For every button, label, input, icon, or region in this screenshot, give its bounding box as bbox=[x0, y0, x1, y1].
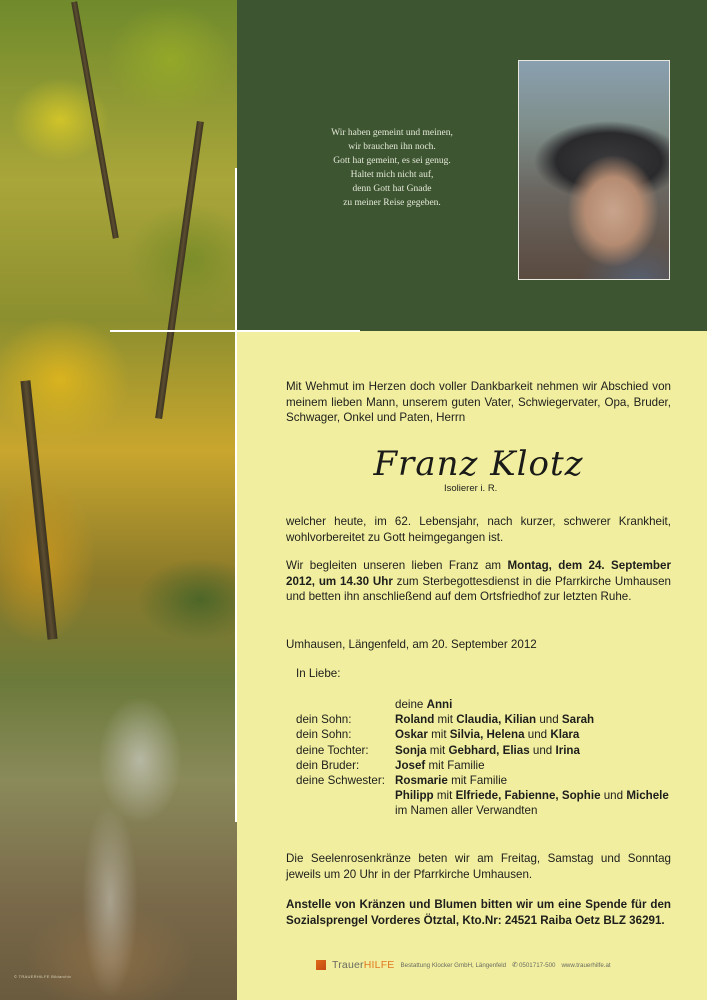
photo-credit: © TRAUERHILFE Bildarchiv bbox=[14, 974, 72, 979]
relative-row bbox=[296, 773, 669, 788]
relative-label: dein Bruder: bbox=[296, 758, 360, 772]
footer bbox=[316, 958, 611, 972]
logo-text-part: Trauer bbox=[332, 959, 364, 971]
place-date: Umhausen, Längenfeld, am 20. September 2012 bbox=[286, 638, 537, 651]
relative-row bbox=[296, 727, 669, 742]
in-love-heading: In Liebe: bbox=[296, 667, 341, 680]
phone-icon: ✆ bbox=[512, 962, 518, 969]
relative-connector: im Namen aller Verwandten bbox=[395, 804, 538, 818]
portrait-photo bbox=[518, 60, 670, 280]
relative-label bbox=[296, 697, 395, 712]
relative-name: Michele bbox=[626, 789, 669, 803]
paragraph-passing: welcher heute, im 62. Lebensjahr, nach kurzer, schwerer Krankheit, wohlvorbereitet zu Gott heimgegangen ist. bbox=[286, 515, 671, 544]
poem-line: wir brauchen ihn noch. bbox=[348, 142, 436, 152]
relative-label bbox=[296, 788, 395, 803]
occupation: Isolierer i. R. bbox=[444, 483, 498, 494]
tree-trunk bbox=[71, 1, 119, 238]
relatives-list bbox=[296, 697, 669, 819]
relative-names bbox=[395, 743, 580, 758]
relative-connector: und bbox=[600, 789, 627, 803]
relative-connector: mit Familie bbox=[447, 774, 508, 788]
poem bbox=[282, 126, 502, 210]
relative-connector: und bbox=[536, 713, 562, 727]
poem-line: Gott hat gemeint, es sei genug. bbox=[333, 156, 451, 166]
relative-connector: deine bbox=[395, 698, 427, 711]
relative-row bbox=[296, 788, 669, 803]
intro-text: Mit Wehmut im Herzen doch voller Dankbarkeit nehmen wir Abschied von meinem lieben Mann, unserem guten Vater, Schwiegervater, Opa, Bruder, Schwager, Onkel und Paten, Herrn bbox=[286, 380, 671, 425]
relative-label: dein Sohn: bbox=[296, 713, 352, 727]
relative-name: Silvia, Helena bbox=[449, 728, 525, 742]
relative-name: Irina bbox=[555, 743, 580, 757]
relative-names bbox=[395, 712, 594, 727]
phone-number: 0501717-500 bbox=[518, 961, 556, 969]
funeral-date: Montag, dem 24. September 2012, um 14.30 Uhr bbox=[286, 559, 671, 588]
relative-names bbox=[395, 758, 485, 773]
cross-vertical-beam bbox=[235, 168, 237, 822]
relative-label: deine Schwester: bbox=[296, 774, 385, 788]
relative-connector: mit bbox=[434, 713, 457, 727]
relative-names bbox=[395, 803, 537, 818]
paragraph-donation: Anstelle von Kränzen und Blumen bitten wir um eine Spende für den Sozialsprengel Vorderes Ötztal, Kto.Nr: 24521 Raiba Oetz BLZ 36291. bbox=[286, 898, 671, 927]
funeral-text: zum Sterbegottesdienst in die Pfarrkirche Umhausen und betten ihn anschließend auf dem Ortsfriedhof zur letzten Ruhe. bbox=[286, 574, 671, 604]
relative-name: Sonja bbox=[395, 743, 427, 757]
relative-names bbox=[395, 727, 579, 742]
relative-connector: und bbox=[529, 743, 556, 757]
relative-row bbox=[296, 743, 669, 758]
relative-row bbox=[296, 697, 669, 712]
relative-names bbox=[395, 697, 452, 712]
relative-row bbox=[296, 758, 669, 773]
relative-name: Klara bbox=[550, 728, 580, 742]
relative-row bbox=[296, 712, 669, 727]
poem-line: Haltet mich nicht auf, bbox=[350, 170, 434, 180]
funeral-text: Wir begleiten unseren lieben Franz am bbox=[286, 559, 508, 572]
relative-connector: mit bbox=[426, 743, 449, 757]
tree-trunk bbox=[20, 380, 57, 640]
relative-name: Sarah bbox=[561, 713, 595, 727]
tree-trunk bbox=[155, 121, 204, 419]
poem-line: Wir haben gemeint und meinen, bbox=[331, 128, 453, 138]
relative-row bbox=[296, 803, 669, 818]
paragraph-rosary: Die Seelenrosenkränze beten wir am Freitag, Samstag und Sonntag jeweils um 20 Uhr in der Pfarrkirche Umhausen. bbox=[286, 852, 671, 881]
relative-name: Rosmarie bbox=[395, 774, 448, 788]
poem-line: denn Gott hat Gnade bbox=[352, 184, 432, 194]
website-link[interactable]: www.trauerhilfe.at bbox=[561, 961, 611, 969]
relative-name: Gebhard, Elias bbox=[448, 743, 530, 757]
deceased-name: Franz Klotz bbox=[373, 444, 584, 484]
relative-names bbox=[395, 773, 507, 788]
relative-label bbox=[296, 803, 395, 818]
trauerhilfe-logo-icon bbox=[316, 960, 326, 970]
relative-name: Claudia, Kilian bbox=[456, 713, 537, 727]
logo-text bbox=[332, 959, 395, 971]
relative-connector: mit bbox=[427, 728, 450, 742]
relative-label: deine Tochter: bbox=[296, 743, 369, 757]
relative-name: Josef bbox=[395, 758, 426, 772]
relative-connector: mit bbox=[433, 789, 456, 803]
cross-horizontal-beam bbox=[110, 330, 360, 332]
relative-label: dein Sohn: bbox=[296, 728, 352, 742]
company-name: Bestattung Klocker GmbH, Längenfeld bbox=[400, 961, 507, 969]
relative-connector: mit Familie bbox=[425, 758, 485, 772]
relative-name: Roland bbox=[395, 713, 435, 727]
forest-path-photo bbox=[0, 0, 237, 1000]
relative-name: Philipp bbox=[395, 789, 434, 803]
relative-name: Elfriede, Fabienne, Sophie bbox=[455, 789, 601, 803]
relative-names bbox=[395, 788, 669, 803]
logo-text-part: HILFE bbox=[363, 959, 395, 971]
relative-name: Anni bbox=[426, 698, 453, 711]
relative-name: Oskar bbox=[395, 728, 428, 742]
relative-connector: und bbox=[524, 728, 551, 742]
poem-line: zu meiner Reise gegeben. bbox=[343, 198, 441, 208]
paragraph-funeral bbox=[286, 558, 671, 605]
